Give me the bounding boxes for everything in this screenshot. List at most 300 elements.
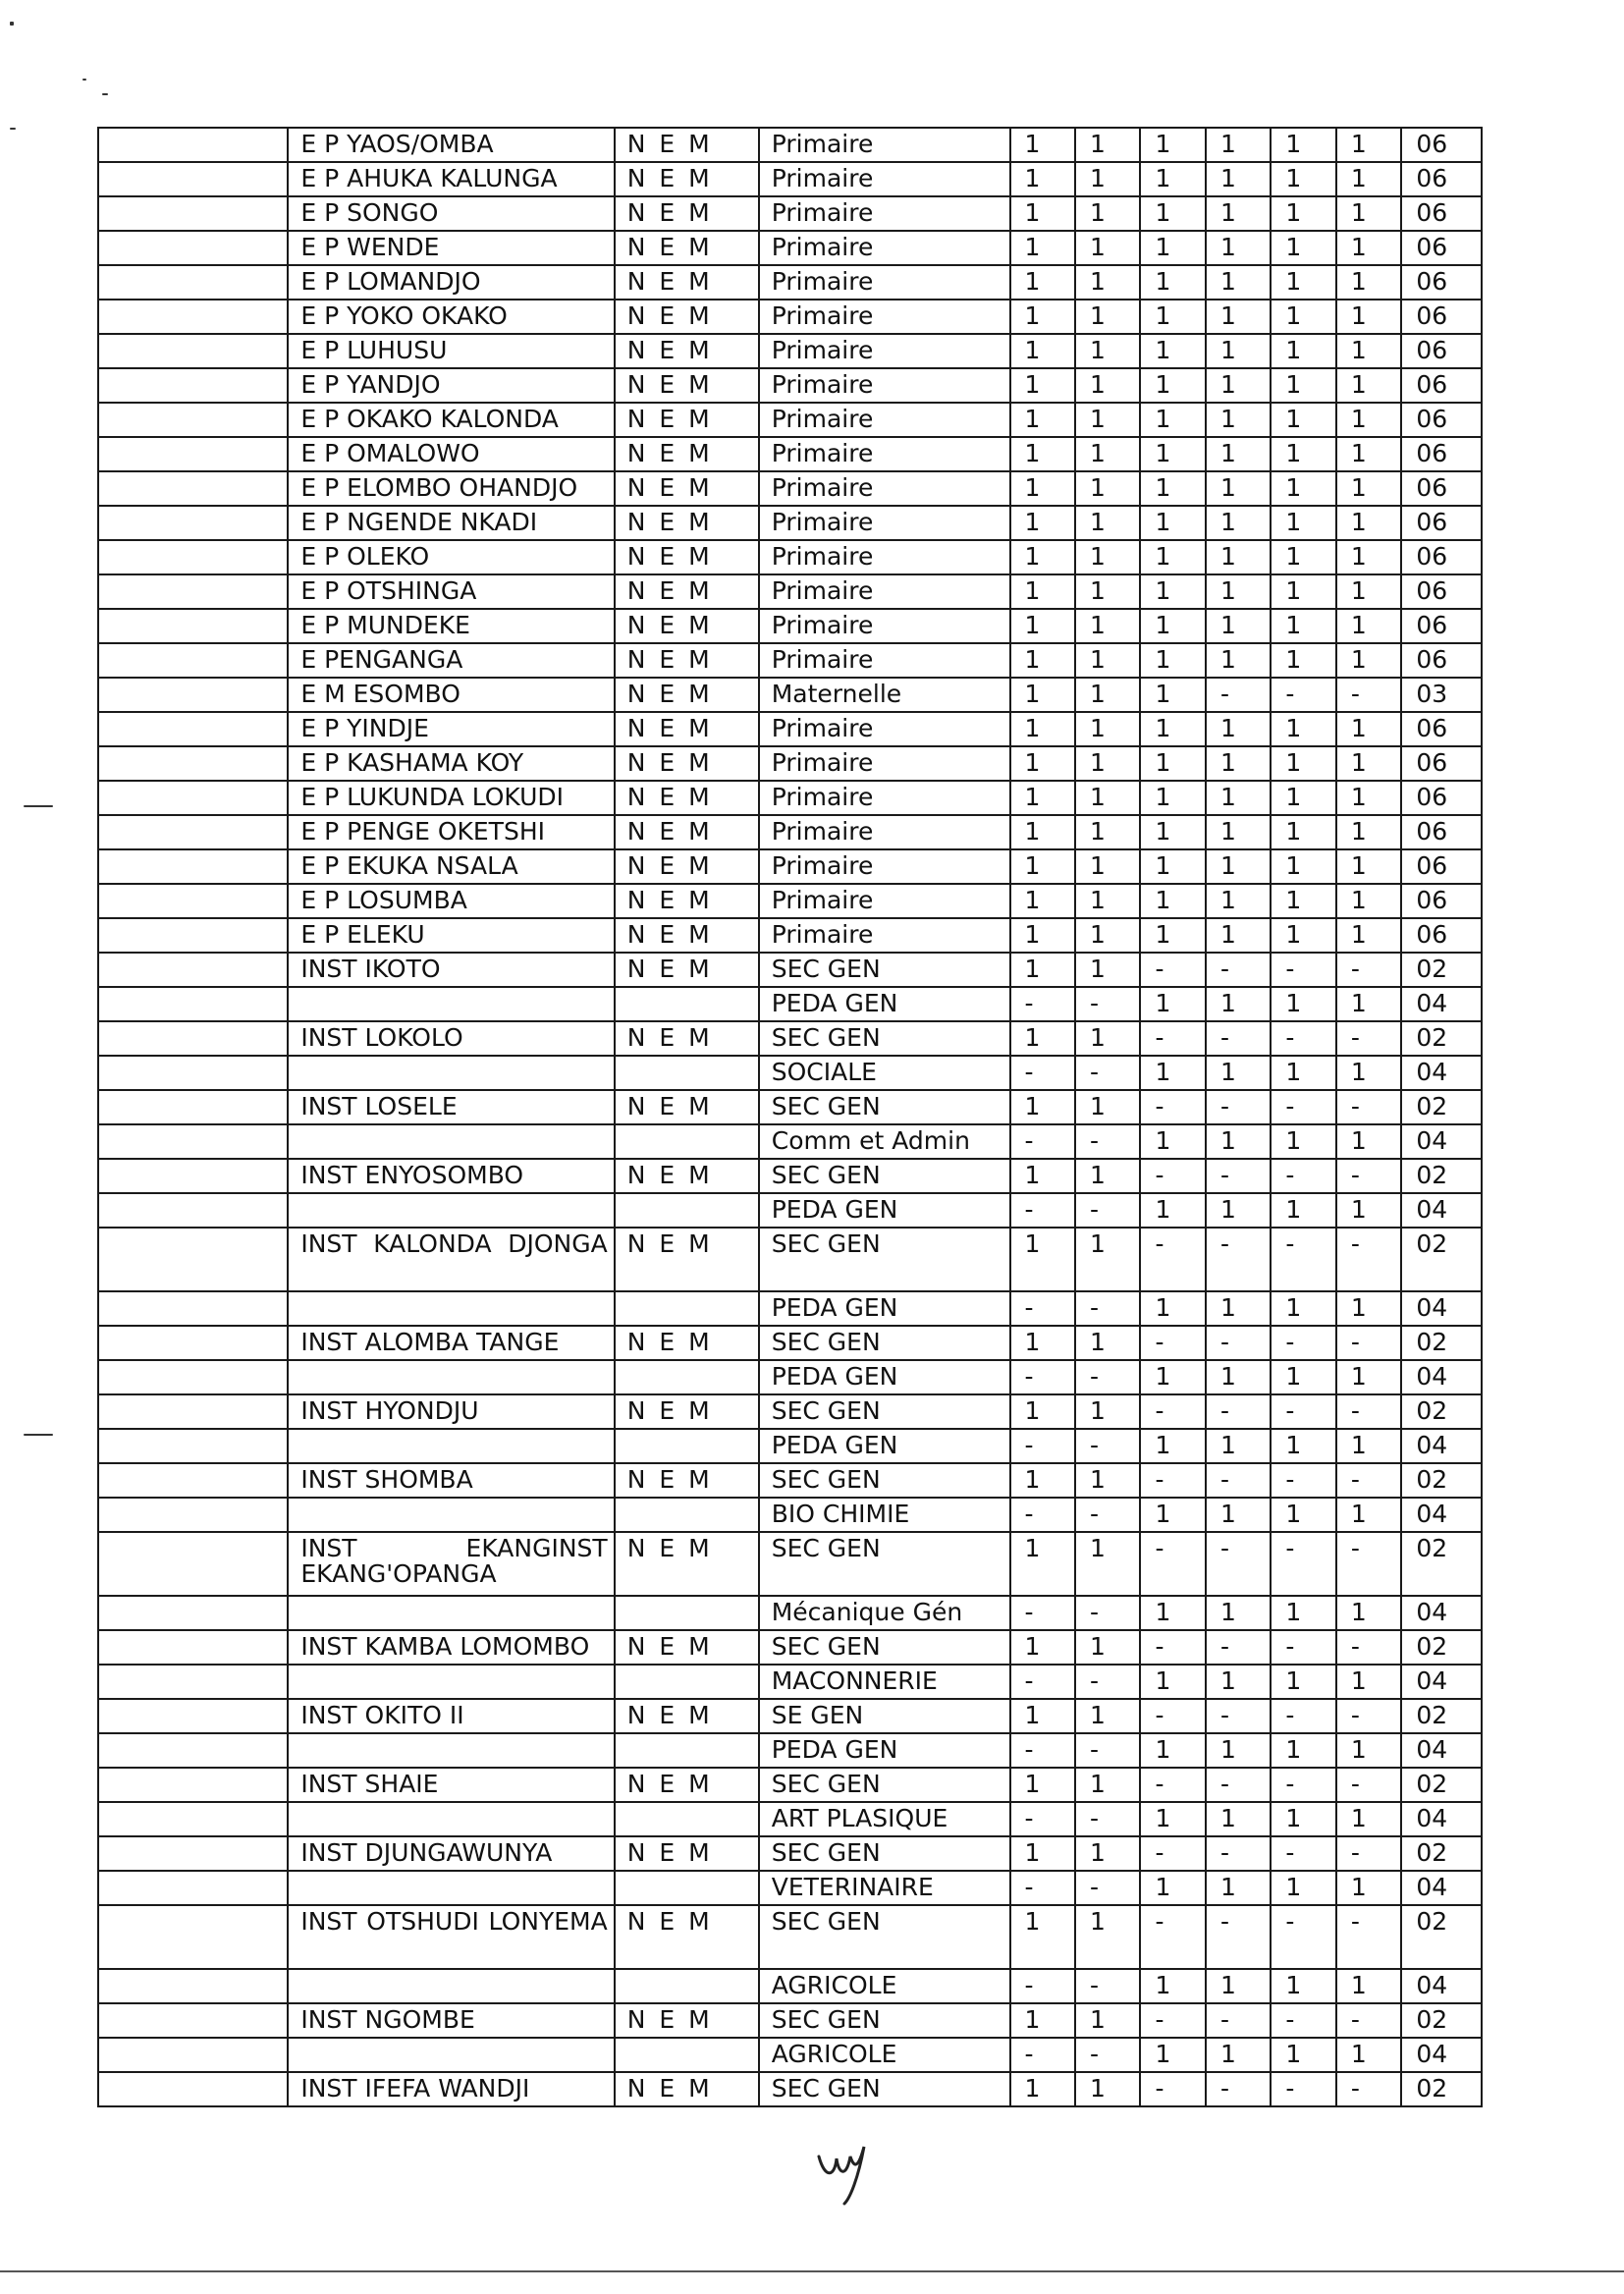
school-name-cell: INST EKANGINST EKANG'OPANGA [288,1532,614,1596]
table-row [98,368,1482,403]
year-1-cell: 1 [1010,1463,1075,1498]
total-cell: 06 [1401,574,1482,609]
year-5-cell: 1 [1271,300,1335,334]
table-row [98,540,1482,574]
year-2-cell: 1 [1075,1768,1140,1802]
school-name-cell: E P LUHUSU [288,334,614,368]
year-3-cell: 1 [1140,1056,1205,1090]
network-cell: N E M [615,1532,759,1596]
table-row [98,1291,1482,1326]
year-4-cell: 1 [1206,1596,1271,1630]
network-cell [615,1596,759,1630]
year-2-cell: 1 [1075,1090,1140,1124]
section-cell: SEC GEN [759,1532,1010,1596]
total-cell: 04 [1401,2038,1482,2072]
year-4-cell: 1 [1206,128,1271,162]
blank-cell-cell [98,884,288,918]
total-cell: 04 [1401,1665,1482,1699]
year-2-cell: 1 [1075,1699,1140,1733]
year-2-cell: 1 [1075,540,1140,574]
year-5-cell: - [1271,1021,1335,1056]
schools-table [97,127,1483,2107]
year-6-cell: 1 [1336,1360,1401,1394]
year-3-cell: 1 [1140,1596,1205,1630]
year-5-cell: 1 [1271,918,1335,953]
table-row [98,1871,1482,1905]
year-1-cell: 1 [1010,334,1075,368]
school-name-cell: INST DJUNGAWUNYA [288,1836,614,1871]
year-5-cell: 1 [1271,540,1335,574]
year-5-cell: 1 [1271,196,1335,231]
year-4-cell: - [1206,2072,1271,2106]
blank-cell-cell [98,1326,288,1360]
blank-cell-cell [98,368,288,403]
section-cell: SEC GEN [759,2072,1010,2106]
year-6-cell: 1 [1336,643,1401,678]
year-4-cell: 1 [1206,471,1271,506]
year-6-cell: 1 [1336,265,1401,300]
year-1-cell: - [1010,2038,1075,2072]
total-cell: 02 [1401,1532,1482,1596]
year-3-cell: 1 [1140,368,1205,403]
year-2-cell: 1 [1075,1905,1140,1969]
blank-cell-cell [98,196,288,231]
year-2-cell: 1 [1075,1021,1140,1056]
school-name-cell: E P YOKO OKAKO [288,300,614,334]
network-cell [615,1665,759,1699]
network-cell: N E M [615,403,759,437]
year-4-cell: - [1206,1090,1271,1124]
year-4-cell: - [1206,1630,1271,1665]
year-2-cell: 1 [1075,196,1140,231]
network-cell: N E M [615,437,759,471]
year-6-cell: 1 [1336,471,1401,506]
year-3-cell: 1 [1140,1498,1205,1532]
section-cell: SEC GEN [759,1159,1010,1193]
year-4-cell: - [1206,1326,1271,1360]
initials-signature [815,2139,874,2208]
school-name-cell: INST IFEFA WANDJI [288,2072,614,2106]
year-2-cell: 1 [1075,265,1140,300]
section-cell: ART PLASIQUE [759,1802,1010,1836]
network-cell: N E M [615,712,759,746]
year-1-cell: - [1010,1124,1075,1159]
total-cell: 04 [1401,1871,1482,1905]
year-3-cell: 1 [1140,746,1205,781]
blank-cell-cell [98,1429,288,1463]
year-1-cell: 1 [1010,1394,1075,1429]
total-cell: 06 [1401,849,1482,884]
blank-cell-cell [98,2038,288,2072]
year-6-cell: - [1336,1159,1401,1193]
school-name-cell: INST OTSHUDI LONYEMA [288,1905,614,1969]
school-name-cell: INST OKITO II [288,1699,614,1733]
year-4-cell: 1 [1206,746,1271,781]
year-5-cell: 1 [1271,1733,1335,1768]
network-cell [615,1871,759,1905]
total-cell: 04 [1401,1124,1482,1159]
section-cell: Primaire [759,368,1010,403]
year-4-cell: 1 [1206,849,1271,884]
blank-cell-cell [98,2072,288,2106]
table-row [98,1836,1482,1871]
section-cell: Primaire [759,162,1010,196]
year-2-cell: 1 [1075,884,1140,918]
total-cell: 06 [1401,506,1482,540]
year-2-cell: 1 [1075,678,1140,712]
table-row [98,815,1482,849]
year-3-cell: - [1140,1699,1205,1733]
year-1-cell: 1 [1010,1326,1075,1360]
school-name-cell: E P NGENDE NKADI [288,506,614,540]
network-cell: N E M [615,506,759,540]
total-cell: 02 [1401,2072,1482,2106]
year-3-cell: 1 [1140,471,1205,506]
year-6-cell: 1 [1336,1665,1401,1699]
total-cell: 02 [1401,1159,1482,1193]
year-5-cell: 1 [1271,334,1335,368]
year-4-cell: 1 [1206,162,1271,196]
year-2-cell: - [1075,1193,1140,1228]
year-1-cell: 1 [1010,574,1075,609]
section-cell: SEC GEN [759,1021,1010,1056]
year-2-cell: 1 [1075,574,1140,609]
network-cell: N E M [615,2072,759,2106]
network-cell: N E M [615,471,759,506]
year-1-cell: - [1010,987,1075,1021]
year-1-cell: 1 [1010,231,1075,265]
network-cell [615,1429,759,1463]
network-cell: N E M [615,1159,759,1193]
year-5-cell: 1 [1271,815,1335,849]
year-3-cell: - [1140,1021,1205,1056]
network-cell: N E M [615,1836,759,1871]
network-cell: N E M [615,643,759,678]
scan-mark-1 [10,22,14,26]
school-name-cell: E P OTSHINGA [288,574,614,609]
network-cell: N E M [615,1326,759,1360]
year-4-cell: 1 [1206,437,1271,471]
blank-cell-cell [98,781,288,815]
year-2-cell: - [1075,1802,1140,1836]
year-1-cell: - [1010,1802,1075,1836]
table-row [98,609,1482,643]
year-2-cell: - [1075,1124,1140,1159]
year-1-cell: 1 [1010,746,1075,781]
year-5-cell: 1 [1271,506,1335,540]
year-5-cell: 1 [1271,1291,1335,1326]
year-1-cell: 1 [1010,2003,1075,2038]
blank-cell-cell [98,334,288,368]
total-cell: 06 [1401,196,1482,231]
year-4-cell: 1 [1206,987,1271,1021]
year-4-cell: 1 [1206,231,1271,265]
year-6-cell: - [1336,1630,1401,1665]
network-cell: N E M [615,849,759,884]
section-cell: Primaire [759,437,1010,471]
section-cell: Comm et Admin [759,1124,1010,1159]
year-3-cell: - [1140,1768,1205,1802]
table-row [98,2003,1482,2038]
year-1-cell: 1 [1010,1228,1075,1291]
year-6-cell: - [1336,1021,1401,1056]
year-4-cell: 1 [1206,1871,1271,1905]
total-cell: 02 [1401,1326,1482,1360]
year-3-cell: - [1140,1463,1205,1498]
year-4-cell: - [1206,678,1271,712]
year-5-cell: - [1271,1905,1335,1969]
total-cell: 06 [1401,471,1482,506]
year-3-cell: 1 [1140,300,1205,334]
year-5-cell: 1 [1271,437,1335,471]
school-name-cell: E P EKUKA NSALA [288,849,614,884]
school-name-cell [288,1969,614,2003]
year-1-cell: 1 [1010,1699,1075,1733]
section-cell: SEC GEN [759,1768,1010,1802]
blank-cell-cell [98,437,288,471]
table-row [98,1699,1482,1733]
year-1-cell: 1 [1010,918,1075,953]
school-name-cell: INST KAMBA LOMOMBO [288,1630,614,1665]
year-4-cell: 1 [1206,1733,1271,1768]
blank-cell-cell [98,1394,288,1429]
table-row [98,1360,1482,1394]
school-name-cell: E M ESOMBO [288,678,614,712]
table-row [98,1021,1482,1056]
school-name-cell: E P OMALOWO [288,437,614,471]
table-row [98,2072,1482,2106]
table-row [98,162,1482,196]
school-name-cell: E P ELEKU [288,918,614,953]
year-1-cell: - [1010,1193,1075,1228]
year-3-cell: - [1140,1905,1205,1969]
section-cell: Primaire [759,403,1010,437]
table-row [98,2038,1482,2072]
year-6-cell: 1 [1336,574,1401,609]
year-2-cell: 1 [1075,231,1140,265]
section-cell: Primaire [759,334,1010,368]
year-5-cell: 1 [1271,987,1335,1021]
blank-cell-cell [98,643,288,678]
year-5-cell: 1 [1271,1056,1335,1090]
blank-cell-cell [98,1193,288,1228]
year-2-cell: 1 [1075,643,1140,678]
school-name-cell: E P KASHAMA KOY [288,746,614,781]
year-3-cell: 1 [1140,1969,1205,2003]
network-cell: N E M [615,368,759,403]
network-cell: N E M [615,574,759,609]
year-6-cell: - [1336,1394,1401,1429]
year-3-cell: 1 [1140,678,1205,712]
year-5-cell: 1 [1271,643,1335,678]
blank-cell-cell [98,1630,288,1665]
blank-cell-cell [98,1228,288,1291]
year-3-cell: 1 [1140,1802,1205,1836]
year-1-cell: 1 [1010,1159,1075,1193]
year-1-cell: 1 [1010,815,1075,849]
year-3-cell: 1 [1140,265,1205,300]
year-6-cell: - [1336,1532,1401,1596]
year-3-cell: - [1140,1326,1205,1360]
year-6-cell: 1 [1336,196,1401,231]
school-name-cell: E P WENDE [288,231,614,265]
section-cell: Maternelle [759,678,1010,712]
year-5-cell: 1 [1271,265,1335,300]
year-3-cell: 1 [1140,506,1205,540]
section-cell: Primaire [759,849,1010,884]
year-6-cell: 1 [1336,987,1401,1021]
section-cell: PEDA GEN [759,987,1010,1021]
year-6-cell: 1 [1336,1871,1401,1905]
section-cell: MACONNERIE [759,1665,1010,1699]
section-cell: SEC GEN [759,1394,1010,1429]
network-cell: N E M [615,265,759,300]
network-cell [615,1193,759,1228]
table-row [98,1532,1482,1596]
year-1-cell: 1 [1010,953,1075,987]
blank-cell-cell [98,1596,288,1630]
school-name-cell [288,1124,614,1159]
total-cell: 04 [1401,1360,1482,1394]
table-row [98,1326,1482,1360]
table-row [98,1429,1482,1463]
year-5-cell: - [1271,1159,1335,1193]
year-6-cell: - [1336,1228,1401,1291]
total-cell: 06 [1401,128,1482,162]
year-3-cell: - [1140,1394,1205,1429]
year-4-cell: 1 [1206,1665,1271,1699]
blank-cell-cell [98,1090,288,1124]
year-1-cell: - [1010,1056,1075,1090]
year-2-cell: 1 [1075,2072,1140,2106]
year-4-cell: 1 [1206,196,1271,231]
year-3-cell: 1 [1140,1124,1205,1159]
year-6-cell: 1 [1336,162,1401,196]
table-row [98,678,1482,712]
table-row [98,1665,1482,1699]
section-cell: SEC GEN [759,2003,1010,2038]
school-name-cell [288,1733,614,1768]
year-2-cell: 1 [1075,781,1140,815]
year-1-cell: 1 [1010,1532,1075,1596]
year-5-cell: 1 [1271,1871,1335,1905]
year-3-cell: 1 [1140,196,1205,231]
section-cell: SEC GEN [759,1228,1010,1291]
table-row [98,1498,1482,1532]
year-5-cell: 1 [1271,403,1335,437]
year-5-cell: 1 [1271,1498,1335,1532]
year-4-cell: 1 [1206,540,1271,574]
section-cell: SEC GEN [759,1836,1010,1871]
blank-cell-cell [98,746,288,781]
school-name-cell [288,1802,614,1836]
year-2-cell: - [1075,1360,1140,1394]
school-name-cell: INST ALOMBA TANGE [288,1326,614,1360]
year-1-cell: 1 [1010,437,1075,471]
school-name-cell [288,987,614,1021]
section-cell: Primaire [759,918,1010,953]
year-1-cell: 1 [1010,128,1075,162]
year-1-cell: 1 [1010,1021,1075,1056]
blank-cell-cell [98,1291,288,1326]
school-name-cell [288,1498,614,1532]
year-2-cell: 1 [1075,712,1140,746]
network-cell [615,2038,759,2072]
year-4-cell: 1 [1206,1056,1271,1090]
year-6-cell: - [1336,1905,1401,1969]
year-2-cell: 1 [1075,1463,1140,1498]
total-cell: 02 [1401,1394,1482,1429]
year-2-cell: - [1075,1291,1140,1326]
year-2-cell: 1 [1075,918,1140,953]
blank-cell-cell [98,1532,288,1596]
table-row [98,334,1482,368]
year-3-cell: 1 [1140,231,1205,265]
table-row [98,1630,1482,1665]
year-1-cell: 1 [1010,678,1075,712]
year-4-cell: 1 [1206,506,1271,540]
year-4-cell: 1 [1206,712,1271,746]
total-cell: 06 [1401,643,1482,678]
blank-cell-cell [98,506,288,540]
year-5-cell: 1 [1271,1124,1335,1159]
year-4-cell: - [1206,1394,1271,1429]
table-row [98,1905,1482,1969]
year-5-cell: - [1271,2003,1335,2038]
year-4-cell: - [1206,1159,1271,1193]
table-row [98,643,1482,678]
blank-cell-cell [98,1905,288,1969]
year-4-cell: 1 [1206,1802,1271,1836]
blank-cell-cell [98,849,288,884]
year-4-cell: 1 [1206,884,1271,918]
year-6-cell: 1 [1336,540,1401,574]
network-cell: N E M [615,1699,759,1733]
table-row [98,1056,1482,1090]
year-6-cell: 1 [1336,2038,1401,2072]
year-4-cell: 1 [1206,609,1271,643]
blank-cell-cell [98,162,288,196]
year-3-cell: 1 [1140,1193,1205,1228]
section-cell: Primaire [759,506,1010,540]
table-row [98,1768,1482,1802]
network-cell [615,1056,759,1090]
year-6-cell: 1 [1336,1124,1401,1159]
year-1-cell: - [1010,1871,1075,1905]
year-5-cell: - [1271,1768,1335,1802]
year-3-cell: - [1140,1836,1205,1871]
blank-cell-cell [98,953,288,987]
blank-cell-cell [98,300,288,334]
table-row [98,1463,1482,1498]
blank-cell-cell [98,1056,288,1090]
blank-cell-cell [98,1969,288,2003]
year-6-cell: - [1336,953,1401,987]
year-2-cell: 1 [1075,1532,1140,1596]
school-name-cell: INST IKOTO [288,953,614,987]
total-cell: 02 [1401,1021,1482,1056]
year-6-cell: 1 [1336,918,1401,953]
network-cell: N E M [615,300,759,334]
table-row [98,196,1482,231]
year-5-cell: 1 [1271,1193,1335,1228]
table-row [98,1596,1482,1630]
year-1-cell: 1 [1010,403,1075,437]
section-cell: SE GEN [759,1699,1010,1733]
school-name-cell: E P LOSUMBA [288,884,614,918]
blank-cell-cell [98,1836,288,1871]
school-name-cell: INST NGOMBE [288,2003,614,2038]
